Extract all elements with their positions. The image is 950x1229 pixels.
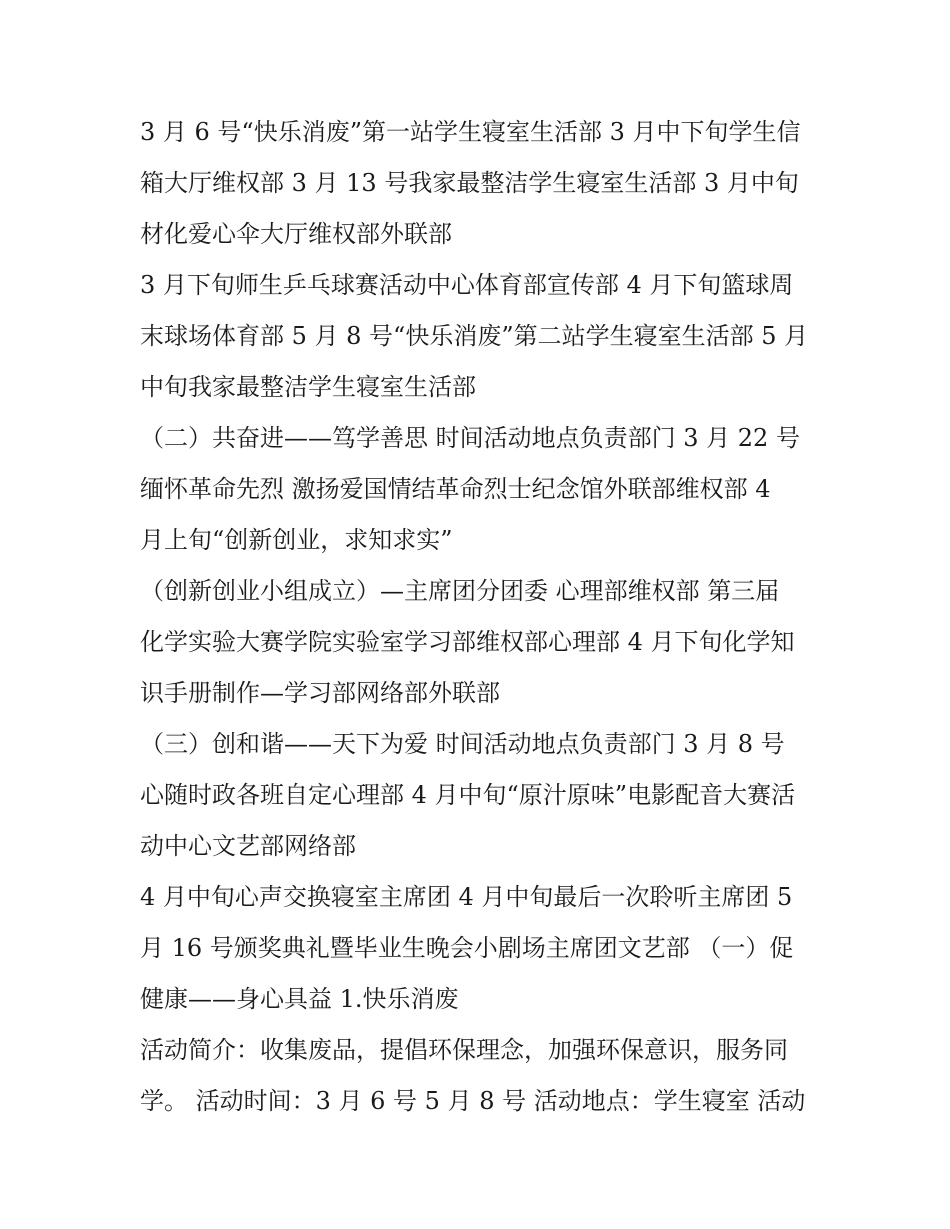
text-line: （二）共奋进——笃学善思 时间活动地点负责部门 3 月 22 号 [140, 424, 800, 452]
text-line: 化学实验大赛学院实验室学习部维权部心理部 4 月下旬化学知 [140, 628, 795, 656]
text-line: 末球场体育部 5 月 8 号“快乐消废”第二站学生寝室生活部 5 月 [140, 322, 809, 350]
text-line: 箱大厅维权部 3 月 13 号我家最整洁学生寝室生活部 3 月中旬 [140, 169, 799, 197]
text-line: 动中心文艺部网络部 [140, 832, 356, 860]
text-line: 缅怀革命先烈 激扬爱国情结革命烈士纪念馆外联部维权部 4 [140, 475, 771, 503]
text-line: 健康——身心具益 1.快乐消废 [140, 985, 459, 1013]
document-text [140, 107, 830, 1127]
text-line: 材化爱心伞大厅维权部外联部 [140, 220, 452, 248]
text-line: 学。 活动时间：3 月 6 号 5 月 8 号 活动地点：学生寝室 活动 [140, 1087, 806, 1115]
text-line: 4 月中旬心声交换寝室主席团 4 月中旬最后一次聆听主席团 5 [140, 883, 793, 911]
text-line: 3 月 6 号“快乐消废”第一站学生寝室生活部 3 月中下旬学生信 [140, 118, 801, 146]
text-line: 活动简介：收集废品，提倡环保理念，加强环保意识，服务同 [140, 1036, 788, 1064]
text-line: 心随时政各班自定心理部 4 月中旬“原汁原味”电影配音大赛活 [140, 781, 796, 809]
text-line: 3 月下旬师生乒乓球赛活动中心体育部宣传部 4 月下旬篮球周 [140, 271, 794, 299]
text-line: （创新创业小组成立）—主席团分团委 心理部维权部 第三届 [140, 577, 780, 605]
text-line: 中旬我家最整洁学生寝室生活部 [140, 373, 476, 401]
text-line: 识手册制作—学习部网络部外联部 [140, 679, 500, 707]
text-line: 月上旬“创新创业，求知求实” [140, 526, 453, 554]
text-line: （三）创和谐——天下为爱 时间活动地点负责部门 3 月 8 号 [140, 730, 785, 758]
text-line: 月 16 号颁奖典礼暨毕业生晚会小剧场主席团文艺部 （一）促 [140, 934, 794, 962]
